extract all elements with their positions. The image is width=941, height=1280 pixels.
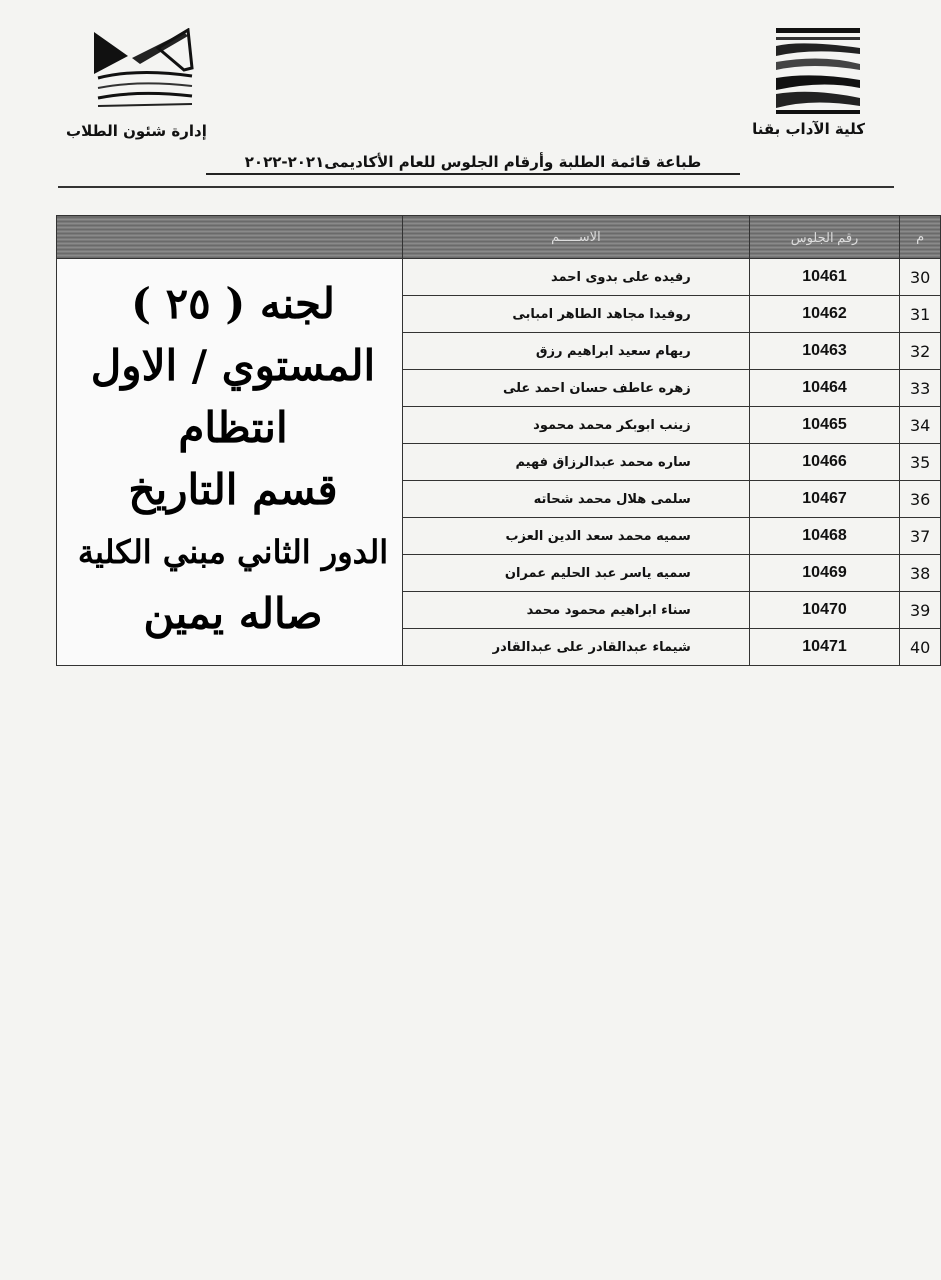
students-table	[56, 215, 941, 666]
student-name: ريهام سعيد ابراهيم رزق	[403, 333, 750, 370]
row-number: 38	[900, 555, 941, 592]
university-logo	[88, 28, 196, 112]
header-no: م	[900, 216, 941, 259]
row-number: 34	[900, 407, 941, 444]
faculty-logo	[772, 28, 864, 114]
row-number: 35	[900, 444, 941, 481]
student-name: سميه محمد سعد الدين العزب	[403, 518, 750, 555]
row-number: 31	[900, 296, 941, 333]
student-name: ساره محمد عبدالرزاق فهيم	[403, 444, 750, 481]
seat-number: 10468	[749, 518, 899, 555]
row-number: 39	[900, 592, 941, 629]
committee-study-type: انتظام	[178, 403, 288, 452]
student-name: روفيدا مجاهد الطاهر امبابى	[403, 296, 750, 333]
seat-number: 10464	[749, 370, 899, 407]
faculty-name: كلية الآداب بقنا	[752, 120, 865, 138]
row-number: 33	[900, 370, 941, 407]
office-name: إدارة شئون الطلاب	[66, 122, 207, 140]
seat-number: 10462	[749, 296, 899, 333]
seat-number: 10470	[749, 592, 899, 629]
committee-level: المستوي / الاول	[90, 341, 376, 390]
seat-number: 10471	[749, 629, 899, 666]
seat-number: 10465	[749, 407, 899, 444]
student-name: سناء ابراهيم محمود محمد	[403, 592, 750, 629]
committee-hall: صاله يمين	[143, 589, 323, 638]
header-blank	[57, 216, 403, 259]
seat-number: 10463	[749, 333, 899, 370]
row-number: 36	[900, 481, 941, 518]
student-name: زينب ابوبكر محمد محمود	[403, 407, 750, 444]
row-number: 37	[900, 518, 941, 555]
row-number: 40	[900, 629, 941, 666]
committee-info	[57, 259, 403, 666]
committee-department: قسم التاريخ	[128, 465, 338, 514]
student-name: زهره عاطف حسان احمد على	[403, 370, 750, 407]
row-number: 32	[900, 333, 941, 370]
student-name: سميه ياسر عبد الحليم عمران	[403, 555, 750, 592]
student-name: سلمى هلال محمد شحاته	[403, 481, 750, 518]
seat-number: 10467	[749, 481, 899, 518]
student-name: رفيده على بدوى احمد	[403, 259, 750, 296]
seat-number: 10466	[749, 444, 899, 481]
committee-floor: الدور الثاني مبني الكلية	[77, 533, 389, 571]
document-title: طباعة قائمة الطلبة وأرقام الجلوس للعام الأكاديمى٢٠٢١-٢٠٢٢	[206, 153, 740, 175]
header-name: الاســـــم	[403, 216, 750, 259]
seat-number: 10461	[749, 259, 899, 296]
header-divider	[58, 186, 894, 188]
row-number: 30	[900, 259, 941, 296]
committee-number: لجنه ( ٢٥ )	[131, 279, 335, 328]
student-name: شيماء عبدالقادر على عبدالقادر	[403, 629, 750, 666]
table-header-row	[57, 216, 941, 259]
table-row	[57, 259, 941, 296]
seat-number: 10469	[749, 555, 899, 592]
header-seat: رقم الجلوس	[749, 216, 899, 259]
